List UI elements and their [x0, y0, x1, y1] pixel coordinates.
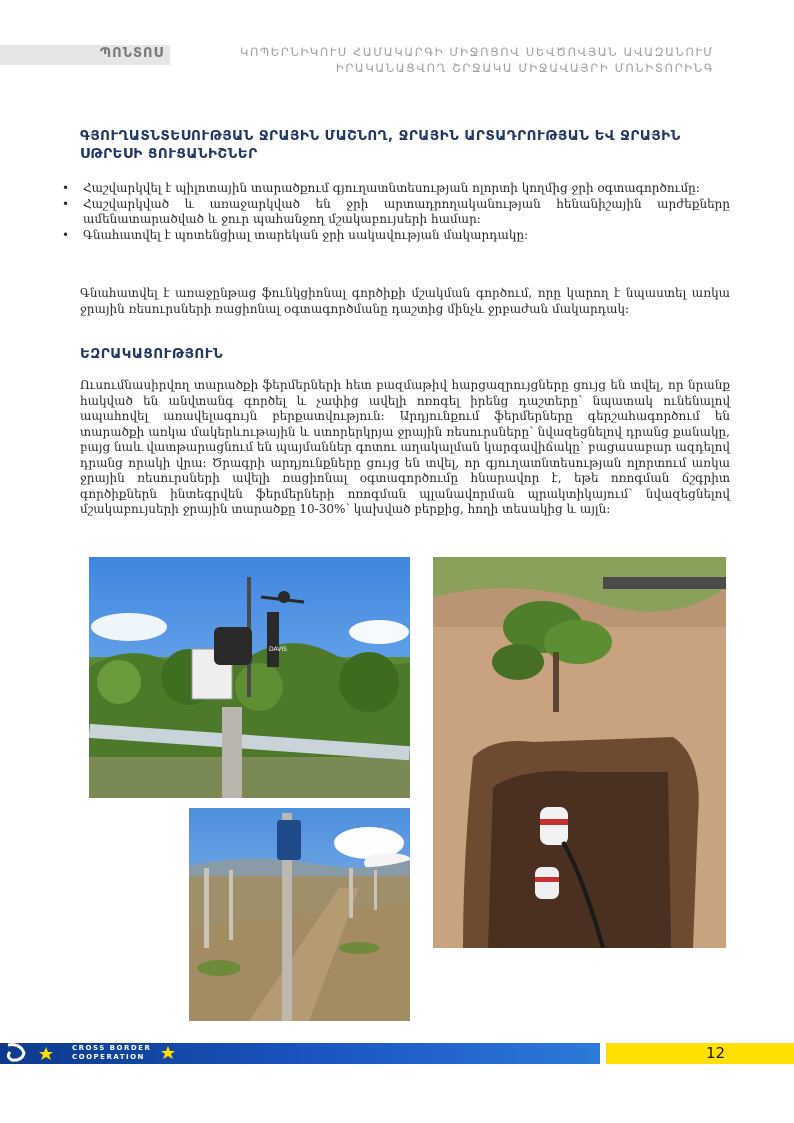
eu-star-icon — [158, 1043, 178, 1064]
cbc-line1: CROSS BORDER — [72, 1044, 152, 1052]
cbc-logo-icon — [0, 1043, 70, 1064]
header-left-band — [0, 45, 170, 65]
soil-sensor-photo — [433, 557, 726, 948]
section1-paragraph: Գնահատվել է առաջընթաց ֆունկցիոնալ գործիքի մշակման գործում, որը կարող է նպաստել առկա ջրային ռեսուրսների ռացիոնալ օգտագործմանը դաշտից մինչև ջրբաժան մակարդակ: — [80, 286, 730, 316]
bullet-item: • Հաշվարկվել է պիլոտային տարածքում գյուղատնտեսության ոլորտի կողմից ջրի օգտագործումը: — [62, 181, 730, 197]
header-title-line2: ԻՐԱԿԱՆԱՑՎՈՂ ՇՐՋԱԿԱ ՄԻՋԱՎԱՅՐԻ ՄՈՆԻՏՈՐԻՆԳ — [335, 61, 714, 75]
cbc-line2: COOPERATION — [72, 1053, 145, 1061]
bullet-item: • Գնահատվել է պոտենցիալ տարեկան ջրի սակավության մակարդակը: — [62, 228, 730, 244]
soil-pit-illustration — [433, 557, 726, 948]
section2-paragraph: Ուսումնասիրվող տարածքի ֆերմերների հետ բազմաթիվ հարցազրույցները ցույց են տվել, որ նրանք հակված են անվտանգ գործել և չափից ավելի ոռոգել իրենց դաշտերը՝ նպատակ ունենալով ապահովել առավելագույն բերքատվություն: Արդյունքում ֆերմերները գերշահագործում են տարածքի առկա մակերևութային և ստորերկրյա ջրային ռեսուրսները՝ նվազեցնելով դրանց քանակը, բայց նաև վատթարացնում են պայմաններ գոտու աղակալման կարգավիճակը՝ բացասաբար ազդելով դրանց որակի վրա: Ծրագրի արդյունքները ցույց են տվել, որ գյուղատնտեսության ոլորտում առկա ջրային ռեսուրսների ավելի ռացիոնալ օգտագործումը հնարավոր է, եթե ոռոգման ճշգրիտ գործիքներն ինտեգրվեն ֆերմերների ոռոգման պլանավորման պրակտիկայում՝ նվազեցնելով մշակաբույսերի ջրային տարածքը 10-30%՝ կախված բերքից, հողի տեսակից և այլն: — [80, 378, 730, 516]
footer-yellow-band — [606, 1043, 794, 1064]
section1-title: ԳՅՈՒՂԱՏՆՏԵՍՈՒԹՅԱՆ ՋՐԱՅԻՆ ՄԱՇՆՈՂ, ՋՐԱՅԻՆ ԱՐՏԱԴՐՈՒԹՅԱՆ ԵՎ ՋՐԱՅԻՆ ՍԹՐԵՍԻ ՑՈՒՑԱՆԻՇՆԵՐ — [80, 128, 681, 162]
bullet-item: • Հաշվարկված և առաջարկված են ջրի արտադրողականության հենանիշային արժեքները ամենատարածված և ջուր պահանջող մշակաբույսերի համար: — [62, 197, 730, 228]
section1-bullet-list — [62, 181, 730, 243]
page-number: 12 — [706, 1044, 726, 1062]
section2-title: ԵԶՐԱԿԱՑՈՒԹՅՈՒՆ — [80, 346, 224, 362]
header-title-line1: ԿՈՊԵՐՆԻԿՈՒՍ ՀԱՄԱԿԱՐԳԻ ՄԻՋՈՑՈՎ ՍԵՎԾՈՎՅԱՆ ԱՎԱԶԱՆՈՒՄ — [239, 45, 714, 59]
orchard-photo — [189, 808, 410, 1021]
header-project-name: ՊՈՆՏՈՍ — [99, 46, 164, 61]
header-title — [214, 44, 714, 76]
cbc-program-label — [72, 1044, 151, 1062]
weather-station-photo — [89, 557, 410, 798]
weather-station-illustration — [89, 557, 410, 798]
orchard-illustration — [189, 808, 410, 1021]
davis-logo: DAVIS — [269, 646, 287, 653]
